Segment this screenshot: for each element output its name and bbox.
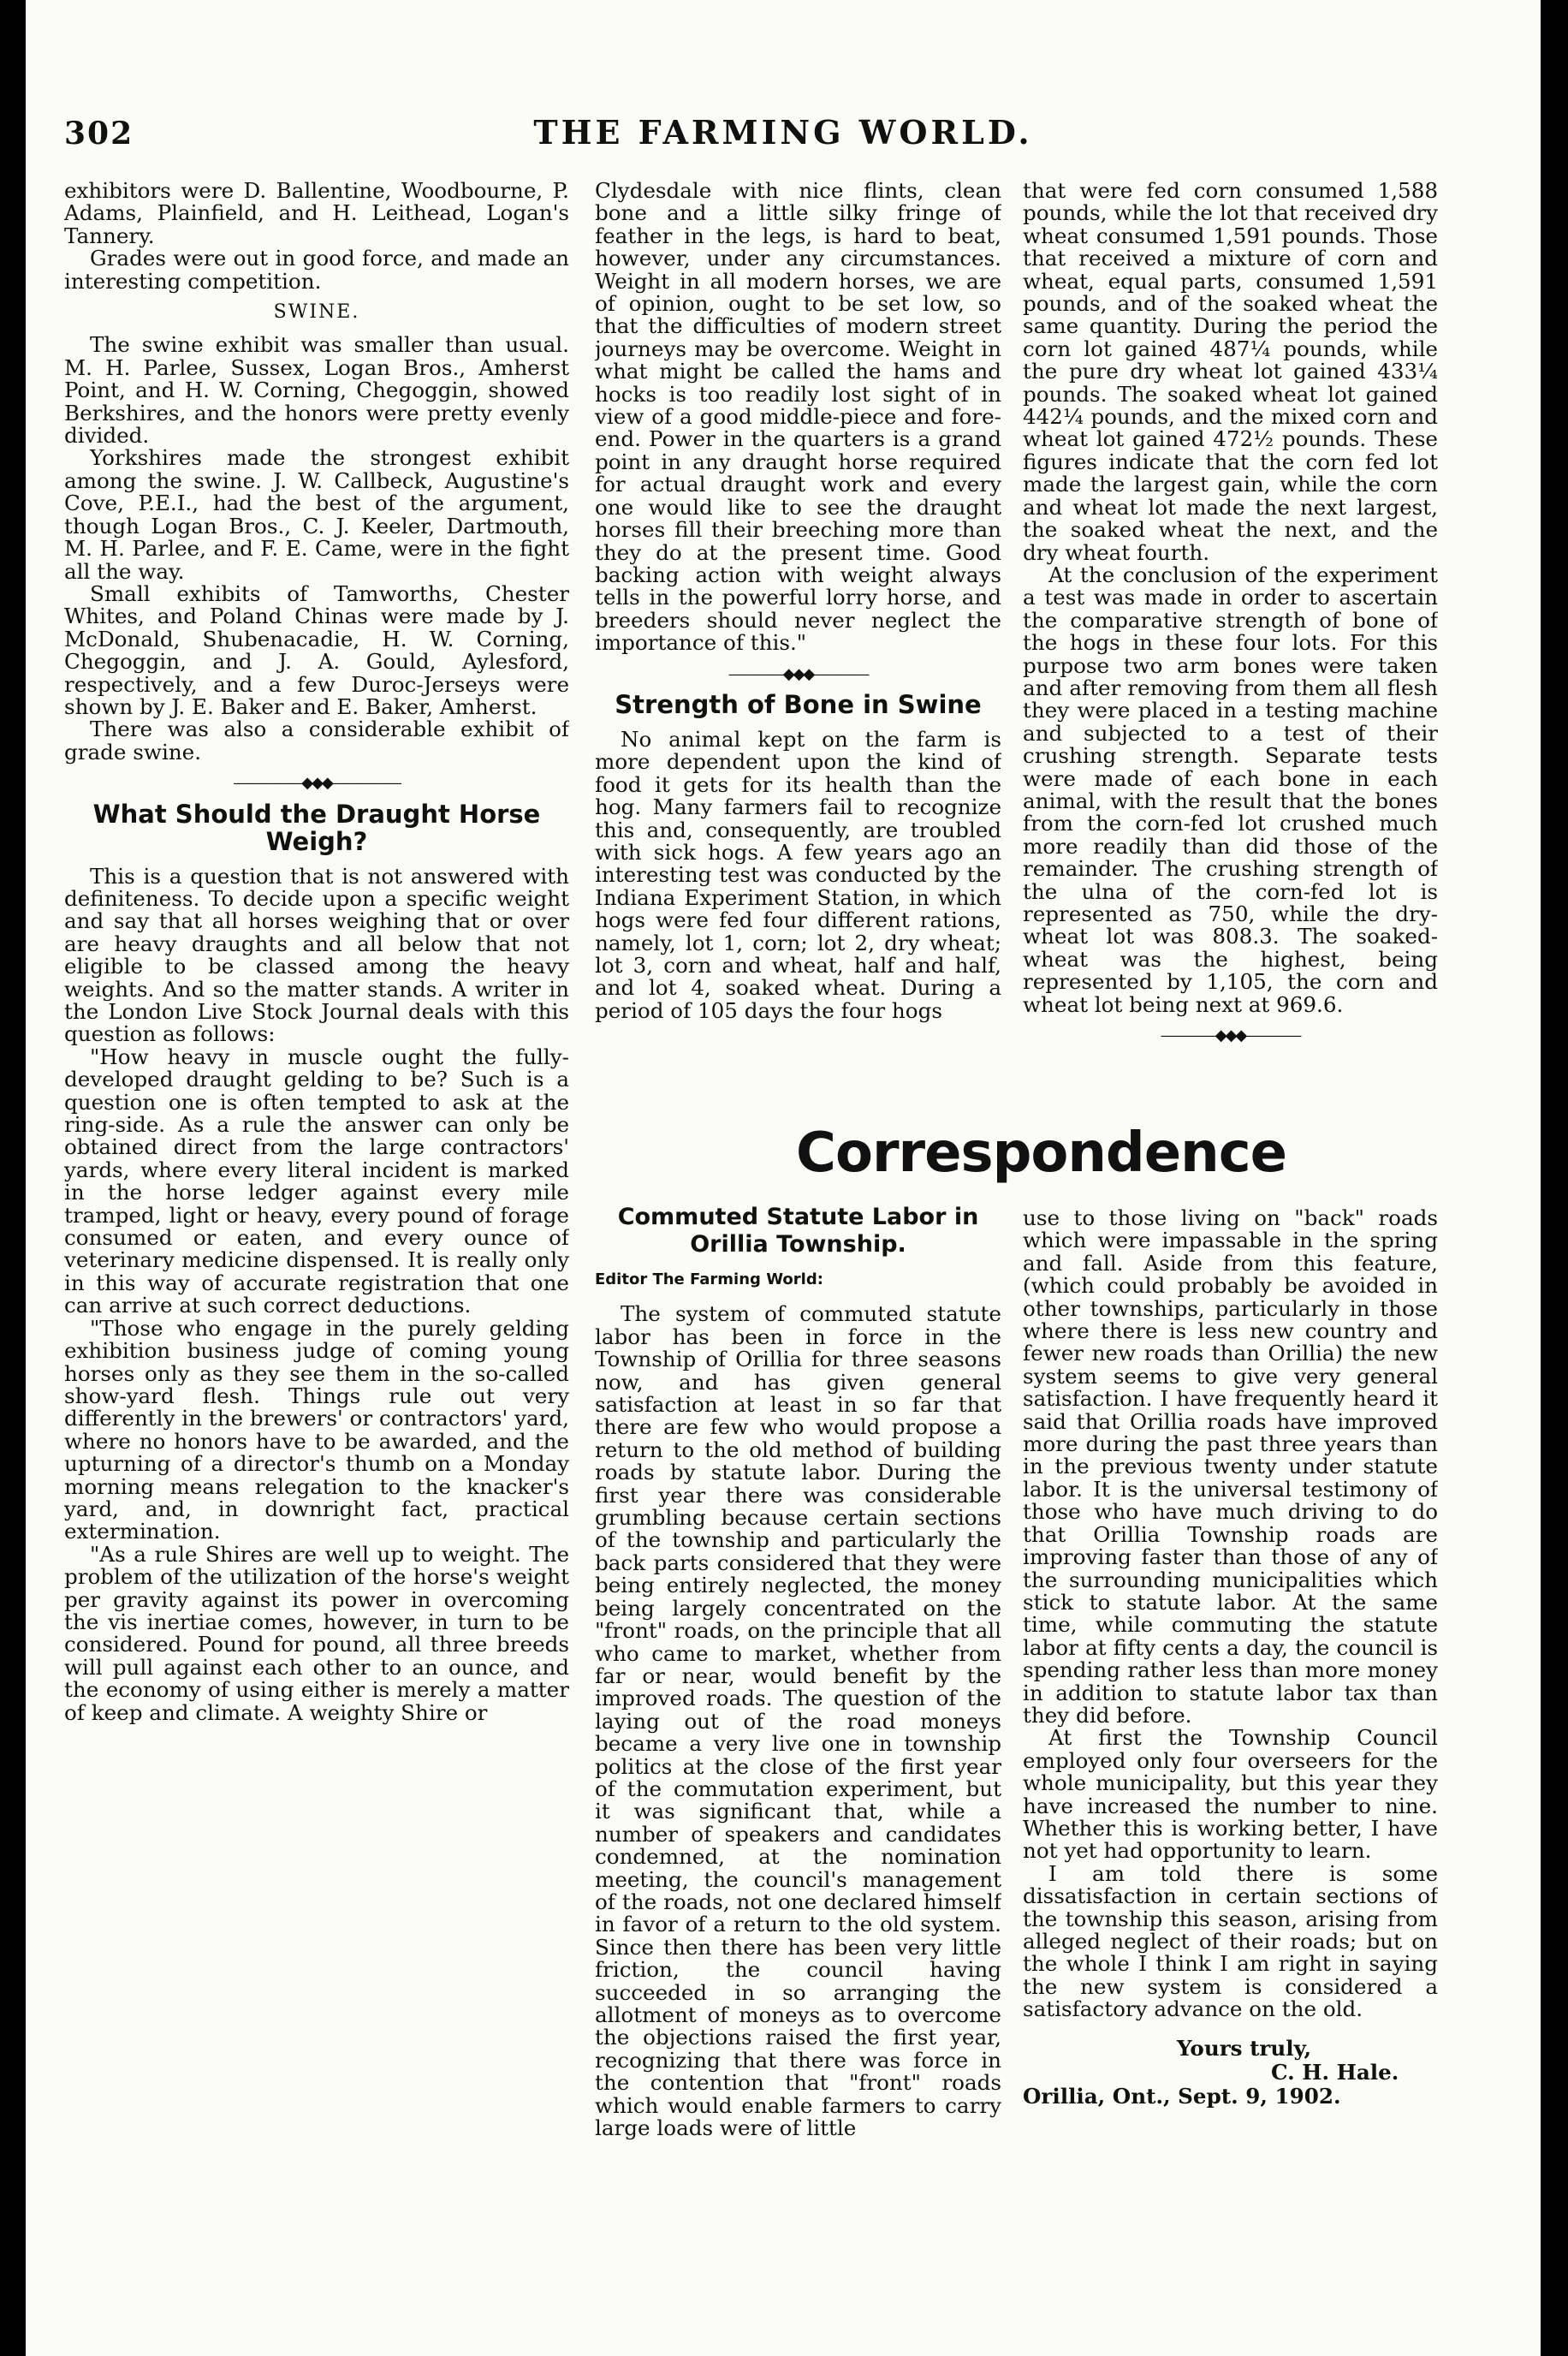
- article-heading-bone-strength: Strength of Bone in Swine: [615, 689, 982, 719]
- paragraph: At the conclusion of the experiment a test was made in order to ascertain the comparative strength of bone of the hogs in these four lots. For this purpose two arm bones were taken and after removing from them all flesh they were placed in a testing machine and subjected to a test of their crushing strength. Separate tests were made of each bone in each animal, with the result that the bones from the corn-fed lot crushed much more readily than did those of the remainder. The crushing strength of the ulna of the corn-fed lot is represented as 750, while the dry-wheat lot was 808.3. The soaked-wheat was the highest, being represented by 1,105, the corn and wheat lot being next at 969.6.: [1023, 562, 1438, 1017]
- section-divider: ————◆◆◆————: [1160, 1026, 1301, 1045]
- paragraph: This is a question that is not answered with definiteness. To decide upon a specific weight and say that all horses weighing that or over are heavy draughts and all below that not eligible to be classed among the heavy weights. And so the matter stands. A writer in the London Live Stock Journal deals with this question as follows:: [64, 863, 569, 1047]
- paragraph: The swine exhibit was smaller than usual. M. H. Parlee, Sussex, Logan Bros., Amherst Point, and H. W. Corning, Chegoggin, showed Berkshires, and the honors were pretty evenly divided.: [64, 332, 569, 449]
- closing: Yours truly,: [1177, 2035, 1312, 2061]
- paragraph: The system of commuted statute labor has been in force in the Township of Orillia for three seasons now, and has given general satisfaction at least in so far that there are few who would propose a return to the old method of building roads by statute labor. During the first year there was considerable grumbling because certain sections of the township and particularly the back parts considered that they were being entirely neglected, the money being largely concentrated on the "front" roads, on the principle that all who came to market, whether from far or near, would benefit by the improved roads. The question of the laying out of the road moneys became a very live one in township politics at the close of the first year of the commutation experiment, but it was significant that, while a number of speakers and candidates condemned, at the nomination meeting, the council's management of the roads, not one declared himself in favor of a return to the old system. Since then there has been very little friction, the council having succeeded in so arranging the allotment of moneys as to overcome the objections raised the first year, recognizing that there was force in the contention that "front" roads which would enable farmers to carry large loads were of little: [595, 1301, 1001, 2141]
- paragraph: There was also a considerable exhibit of grade swine.: [64, 717, 569, 765]
- section-subheading-swine: SWINE.: [273, 301, 360, 324]
- correspondence-column-left: [595, 1199, 1001, 2311]
- paragraph: exhibitors were D. Ballentine, Woodbourne, P. Adams, Plainfield, and H. Leithead, Logan's Tannery.: [64, 180, 569, 248]
- correspondence-column-right: [1023, 1207, 1438, 2311]
- paragraph: I am told there is some dissatisfaction in certain sections of the township this season, arising from alleged neglect of their roads; but on the whole I think I am right in saying the new system is considered a satisfactory advance on the old.: [1023, 1860, 1438, 2022]
- paragraph: that were fed corn consumed 1,588 pounds, while the lot that received dry wheat consumed 1,591 pounds. Those that received a mixture of corn and wheat, equal parts, consumed 1,591 pounds, and of the soaked wheat the same quantity. During the period the corn lot gained 487¼ pounds, while the pure dry wheat lot gained 433¼ pounds. The soaked wheat lot gained 442¼ pounds, and the mixed corn and wheat lot gained 472½ pounds. These figures indicate that the corn fed lot made the largest gain, while the corn and wheat lot made the next largest, the soaked wheat the next, and the dry wheat fourth.: [1023, 180, 1438, 565]
- signature: C. H. Hale.: [1271, 2059, 1399, 2085]
- paragraph: At first the Township Council employed only four overseers for the whole municipality, but this year they have increased the number to nine. Whether this is working better, I have not yet had opportunity to learn.: [1023, 1725, 1438, 1864]
- letter-signoff: [1023, 2037, 1438, 2109]
- paragraph: No animal kept on the farm is more dependent upon the kind of food it gets for its health than the hog. Many farmers fail to recognize this and, consequently, are troubled with sick hogs. A few years ago an interesting test was conducted by the Indiana Experiment Station, in which hogs were fed four different rations, namely, lot 1, corn; lot 2, dry wheat; lot 3, corn and wheat, half and half, and lot 4, soaked wheat. During a period of 105 days the four hogs: [595, 726, 1001, 1023]
- paragraph: Yorkshires made the strongest exhibit among the swine. J. W. Callbeck, Augustine's Cove, P.E.I., had the best of the argument, though Logan Bros., C. J. Keeler, Dartmouth, M. H. Parlee, and F. E. Came, were in the fight all the way.: [64, 445, 569, 584]
- paragraph: use to those living on "back" roads which were impassable in the spring and fall. Aside from this feature, (which could probably be avoided in other townships, particularly in those where there is less new country and fewer new roads than Orillia) the new system seems to give very general satisfaction. I have frequently heard it said that Orillia roads have improved more during the past three years than in the previous twenty under statute labor. It is the universal testimony of those who have much driving to do that Orillia Township roads are improving faster than those of any of the surrounding municipalities which stick to statute labor. At the same time, while commuting the statute labor at fifty cents a day, the council is spending rather less than more money in addition to statute labor tax than they did before.: [1023, 1207, 1438, 1728]
- paragraph: Clydesdale with nice flints, clean bone and a little silky fringe of feather in the legs, is hard to beat, however, under any circumstances. Weight in all modern horses, we are of opinion, ought to be set low, so that the difficulties of modern street journeys may be overcome. Weight in what might be called the hams and hocks is too readily lost sight of in view of a good middle-piece and fore-end. Power in the quarters is a grand point in any draught horse required for actual draught work and every one would like to see the draught horses fill their breeching more than they do at the present time. Good backing action with weight always tells in the powerful lorry horse, and breeders should never neglect the importance of this.": [595, 180, 1001, 656]
- article-heading-draught-horse: What Should the Draught Horse Weigh?: [92, 799, 541, 856]
- column-3: [1023, 180, 1438, 1104]
- paragraph: Grades were out in good force, and made an interesting competition.: [64, 246, 569, 294]
- column-1: [64, 180, 569, 2311]
- section-divider: ————◆◆◆————: [728, 664, 869, 683]
- newspaper-page: [26, 0, 1541, 2356]
- masthead-title: THE FARMING WORLD.: [533, 113, 1033, 152]
- paragraph: "As a rule Shires are well up to weight. The problem of the utilization of the horse's weight per gravity against its power in overcoming the vis inertiae comes, however, in turn to be considered. Pound for pound, all three breeds will pull against each other to an ounce, and the economy of using either is merely a matter of keep and climate. A weighty Shire or: [64, 1541, 569, 1725]
- paragraph: "Those who engage in the purely gelding exhibition business judge of coming young horses only as they see them in the so-called show-yard flesh. Things rule out very differently in the brewers' or contractors' yard, where no honors have to be awarded, and the upturning of a director's thumb on a Monday morning means relegation to the knacker's yard, and, in downright fact, practical extermination.: [64, 1315, 569, 1544]
- paragraph: Small exhibits of Tamworths, Chester Whites, and Poland Chinas were made by J. McDonald, Shubenacadie, H. W. Corning, Chegoggin, and J. A. Gould, Aylesford, respectively, and a few Duroc-Jerseys were shown by J. E. Baker and E. Baker, Amherst.: [64, 580, 569, 719]
- article-heading-statute-labor: Commuted Statute Labor in Orillia Township.: [617, 1204, 979, 1258]
- section-divider: —————◆◆◆—————: [233, 774, 401, 793]
- paragraph: "How heavy in muscle ought the fully-developed draught gelding to be? Such is a question one is often tempted to ask at the ring-side. As a rule the answer can only be obtained direct from the large contractors' yards, where every literal incident is marked in the horse ledger against every mile tramped, light or heavy, every pound of forage consumed or eaten, and every ounce of veterinary medicine dispensed. It is really only in this way of accurate registration that one can arrive at such correct deductions.: [64, 1044, 569, 1318]
- column-2: [595, 180, 1001, 1104]
- page-number: 302: [64, 116, 134, 152]
- correspondence-banner: Correspondence: [796, 1121, 1287, 1185]
- dateline: Orillia, Ont., Sept. 9, 1902.: [1023, 2083, 1341, 2109]
- editor-salutation: Editor The Farming World:: [595, 1270, 823, 1288]
